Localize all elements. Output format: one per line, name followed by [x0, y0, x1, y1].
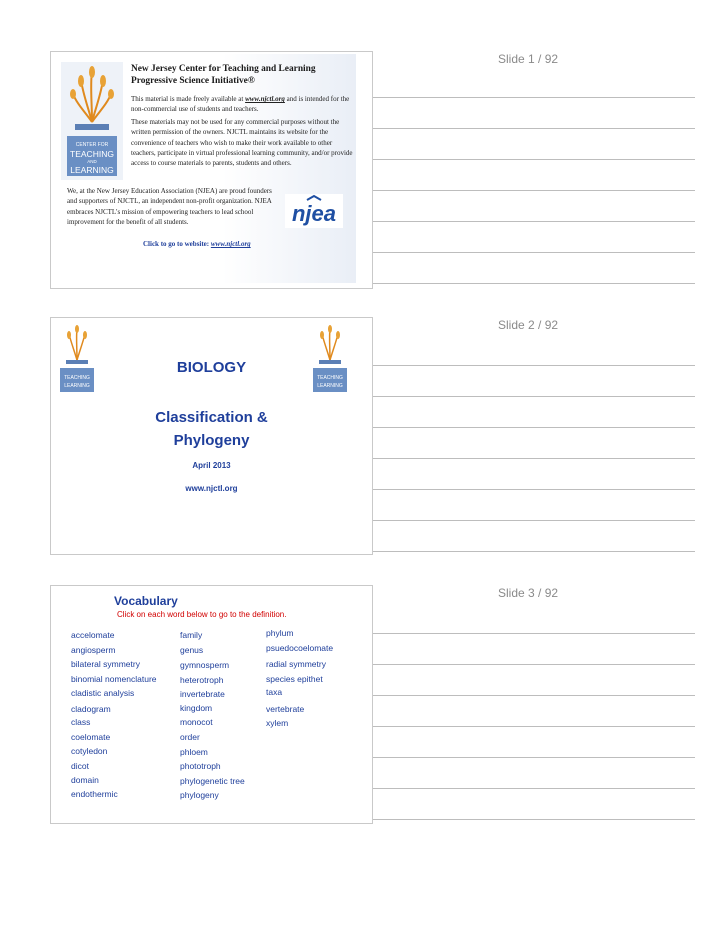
notes-line	[373, 159, 695, 160]
vocab-link[interactable]: vertebrate	[266, 704, 305, 714]
vocab-link[interactable]: kingdom	[180, 703, 213, 713]
availability-link[interactable]: www.njctl.org	[245, 95, 285, 103]
availability-paragraph: This material is made freely available at www.njctl.org and is intended for the non-commercial use of students and teachers.	[131, 95, 350, 114]
vocabulary-heading: Vocabulary	[114, 594, 178, 608]
vocab-link[interactable]: phylum	[266, 628, 294, 638]
vocab-link[interactable]: psuedocoelomate	[266, 643, 334, 653]
org-title	[131, 63, 351, 87]
vocab-link[interactable]: phylogenetic tree	[180, 776, 245, 786]
notes-line	[373, 695, 695, 696]
vocab-link[interactable]: invertebrate	[180, 689, 225, 699]
njea-logo	[285, 194, 343, 228]
vocab-link[interactable]: class	[71, 717, 91, 727]
notes-line	[373, 551, 695, 552]
vocab-link[interactable]: genus	[180, 645, 204, 655]
notes-line	[373, 283, 695, 284]
notes-line	[373, 520, 695, 521]
vocab-link[interactable]: species epithet	[266, 674, 323, 684]
vocab-link[interactable]: monocot	[180, 717, 213, 727]
vocab-link[interactable]: cotyledon	[71, 746, 108, 756]
vocab-link[interactable]: phototroph	[180, 761, 221, 771]
slide-title-line-1: Classification &	[155, 409, 268, 426]
notes-line	[373, 427, 695, 428]
vocab-link[interactable]: cladogram	[71, 704, 111, 714]
notes-line	[373, 726, 695, 727]
slide-title-line-2: Phylogeny	[173, 432, 250, 449]
org-title-line-1: New Jersey Center for Teaching and Learning	[131, 64, 316, 74]
slide-website[interactable]: www.njctl.org	[185, 484, 238, 493]
svg-text:njea: njea	[291, 201, 337, 226]
notes-line	[373, 221, 695, 222]
notes-line	[373, 788, 695, 789]
vocab-link[interactable]: bilateral symmetry	[71, 659, 140, 669]
vocab-link[interactable]: coelomate	[71, 732, 111, 742]
svg-text:CENTER FOR: CENTER FOR	[75, 142, 109, 148]
vocab-link[interactable]: cladistic analysis	[71, 688, 135, 698]
njea-notice-paragraph: We, at the New Jersey Education Association (NJEA) are proud founders and supporters of NJCTL, an independent non-profit organization. NJEA embraces NJCTL's mission of empowering teachers to lead school improvement for the benefit of all students.	[67, 187, 272, 226]
slide-3-label: Slide 3 / 92	[498, 586, 559, 600]
svg-text:LEARNING: LEARNING	[64, 383, 90, 389]
slide-1-content	[59, 54, 356, 283]
vocab-link[interactable]: dicot	[71, 761, 89, 771]
notes-line	[373, 365, 695, 366]
vocab-link[interactable]: endothermic	[71, 789, 118, 799]
vocab-link[interactable]: binomial nomenclature	[71, 674, 157, 684]
vocab-link[interactable]: gymnosperm	[180, 660, 230, 670]
vocab-link[interactable]: angiosperm	[71, 645, 116, 655]
vocab-link[interactable]: phloem	[180, 747, 208, 757]
notes-line	[373, 97, 695, 98]
notes-line	[373, 190, 695, 191]
website-link[interactable]: Click to go to website: www.njctl.org	[143, 240, 251, 248]
notes-line	[373, 458, 695, 459]
vocab-link[interactable]: order	[180, 732, 200, 742]
svg-text:LEARNING: LEARNING	[317, 383, 343, 389]
notes-line	[373, 396, 695, 397]
notes-line	[373, 489, 695, 490]
notes-line	[373, 757, 695, 758]
vocab-link[interactable]: domain	[71, 775, 99, 785]
vocab-link[interactable]: heterotroph	[180, 675, 224, 685]
notes-line	[373, 252, 695, 253]
notes-line	[373, 128, 695, 129]
svg-text:TEACHING: TEACHING	[70, 149, 114, 159]
vocab-link[interactable]: family	[180, 630, 203, 640]
njctl-logo	[61, 62, 123, 180]
subject-title: BIOLOGY	[176, 359, 247, 376]
vocab-link[interactable]: phylogeny	[180, 790, 219, 800]
vocab-link[interactable]: taxa	[266, 687, 283, 697]
svg-text:TEACHING: TEACHING	[317, 375, 343, 381]
notes-line	[373, 819, 695, 820]
usage-notice-paragraph: These materials may not be used for any commercial purposes without the written permission of the owners. NJCTL maintains its website for the convenience of teachers who wish to make their work available to other teachers, participate in virtual professional learning community, and/or provide access to course materials to parents, students and others.	[131, 118, 353, 168]
svg-text:AND: AND	[87, 159, 97, 164]
svg-text:TEACHING: TEACHING	[64, 375, 90, 381]
slide-2-label: Slide 2 / 92	[498, 318, 559, 332]
vocab-link[interactable]: radial symmetry	[266, 659, 326, 669]
notes-line	[373, 664, 695, 665]
slide-2-thumbnail[interactable]	[50, 317, 373, 555]
vocab-link[interactable]: xylem	[266, 718, 289, 728]
org-title-line-2: Progressive Science Initiative®	[131, 76, 255, 86]
vocabulary-hint: Click on each word below to go to the definition.	[117, 610, 287, 619]
svg-text:LEARNING: LEARNING	[70, 165, 114, 175]
slide-1-thumbnail[interactable]	[50, 51, 373, 289]
slide-date: April 2013	[192, 461, 231, 470]
notes-line	[373, 633, 695, 634]
vocab-link[interactable]: accelomate	[71, 630, 115, 640]
slide-3-thumbnail[interactable]	[50, 585, 373, 824]
slide-1-label: Slide 1 / 92	[498, 52, 559, 66]
